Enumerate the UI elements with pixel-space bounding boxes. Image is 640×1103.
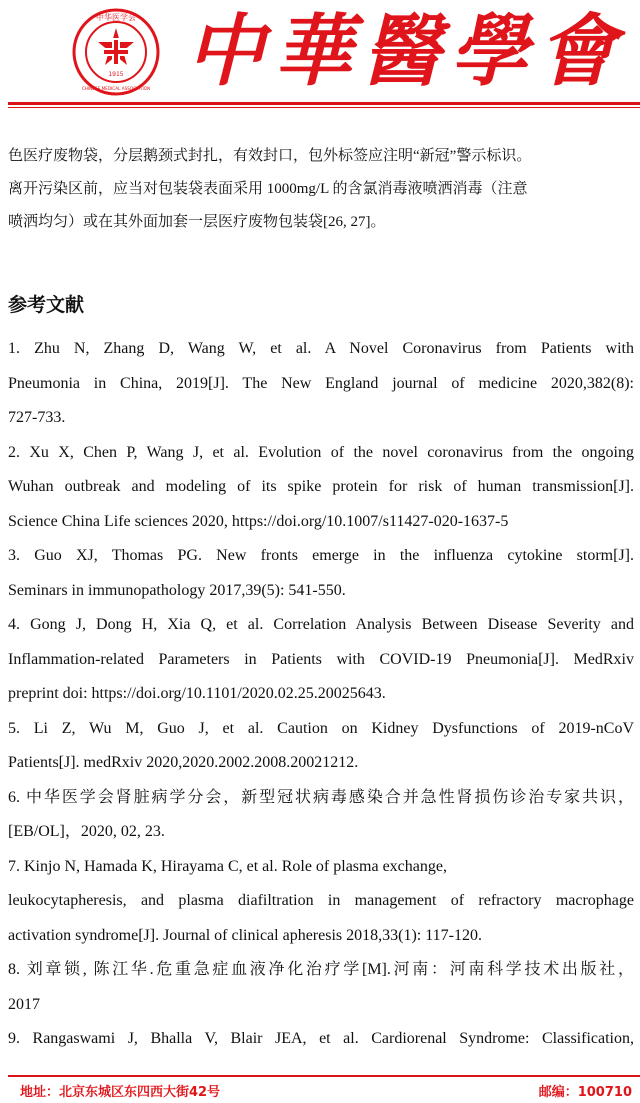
reference-line: Pneumonia in China, 2019[J]. The New England journal of medicine 2020,382(8): [8, 374, 634, 392]
footer-rule [8, 1075, 640, 1077]
reference-item [8, 1022, 634, 1057]
reference-line: 2017 [8, 995, 40, 1013]
reference-line: leukocytapheresis, and plasma diafiltration in management of refractory macrophage [8, 892, 634, 909]
body-paragraph [8, 140, 634, 239]
seal-bottom-text: CHINESE MEDICAL ASSOCIATION [81, 86, 151, 91]
seal-top-text: 中华医学会 [96, 13, 136, 22]
reference-item [8, 850, 634, 954]
section-title: 参考文献 [8, 294, 85, 316]
reference-line: 7. Kinjo N, Hamada K, Hirayama C, et al. Role of plasma exchange, [8, 857, 447, 875]
reference-line: Wuhan outbreak and modeling of its spike protein for risk of human transmission[J]. [8, 478, 634, 495]
seal-year: 1915 [108, 71, 124, 78]
reference-item [8, 332, 634, 436]
reference-line: 5. Li Z, Wu M, Guo J, et al. Caution on Kidney Dysfunctions of 2019-nCoV [8, 719, 634, 737]
reference-line: Science China Life sciences 2020, https://doi.org/10.1007/s11427-020-1637-5 [8, 512, 509, 530]
reference-line: 9. Rangaswami J, Bhalla V, Blair JEA, et al. Cardiorenal Syndrome: Classification, [8, 1030, 634, 1047]
reference-line: 1. Zhu N, Zhang D, Wang W, et al. A Novel Coronavirus from Patients with [8, 340, 634, 357]
reference-item [8, 712, 634, 781]
brand-wordmark: 中華醫學會 [186, 6, 627, 97]
reference-line: 3. Guo XJ, Thomas PG. New fronts emerge in the influenza cytokine storm[J]. [8, 547, 634, 564]
reference-list [8, 332, 634, 1057]
header-rule-thin [8, 107, 640, 108]
reference-item [8, 781, 634, 850]
reference-item [8, 608, 634, 712]
body-line: 色医疗废物袋，分层鹅颈式封扎，有效封口，包外标签应注明“新冠”警示标识。 [8, 148, 532, 164]
reference-item [8, 436, 634, 540]
reference-line: 8. 刘章锁, 陈江华.危重急症血液净化治疗学[M].河南：河南科学技术出版社， [8, 961, 634, 978]
body-line: 喷洒均匀）或在其外面加套一层医疗废物包装袋[26, 27]。 [8, 214, 386, 230]
reference-line: Patients[J]. medRxiv 2020,2020.2002.2008.20021212. [8, 754, 359, 771]
reference-line: activation syndrome[J]. Journal of clinical apheresis 2018,33(1): 117-120. [8, 926, 482, 944]
body-line: 离开污染区前，应当对包装袋表面采用 1000mg/L 的含氯消毒液喷洒消毒（注意 [8, 181, 528, 197]
reference-item [8, 953, 634, 1022]
reference-line: Seminars in immunopathology 2017,39(5): 541-550. [8, 581, 346, 599]
page-header [0, 0, 640, 106]
footer-address: 地址：北京东城区东四西大街42号 [20, 1085, 221, 1100]
reference-line: 6. 中华医学会肾脏病学分会，新型冠状病毒感染合并急性肾损伤诊治专家共识， [8, 788, 634, 806]
reference-line: 2. Xu X, Chen P, Wang J, et al. Evolution of the novel coronavirus from the ongoing [8, 443, 634, 461]
reference-line: 4. Gong J, Dong H, Xia Q, et al. Correlation Analysis Between Disease Severity and [8, 616, 634, 633]
footer-zip-code: 邮编：100710 [538, 1085, 632, 1100]
association-seal-icon [72, 8, 160, 96]
reference-item [8, 539, 634, 608]
reference-line: 727-733. [8, 409, 66, 426]
reference-line: preprint doi: https://doi.org/10.1101/2020.02.25.20025643. [8, 685, 386, 702]
reference-line: Inflammation-related Parameters in Patients with COVID-19 Pneumonia[J]. MedRxiv [8, 650, 634, 668]
header-rule [8, 102, 640, 105]
reference-line: [EB/OL]，2020, 02, 23. [8, 823, 165, 840]
